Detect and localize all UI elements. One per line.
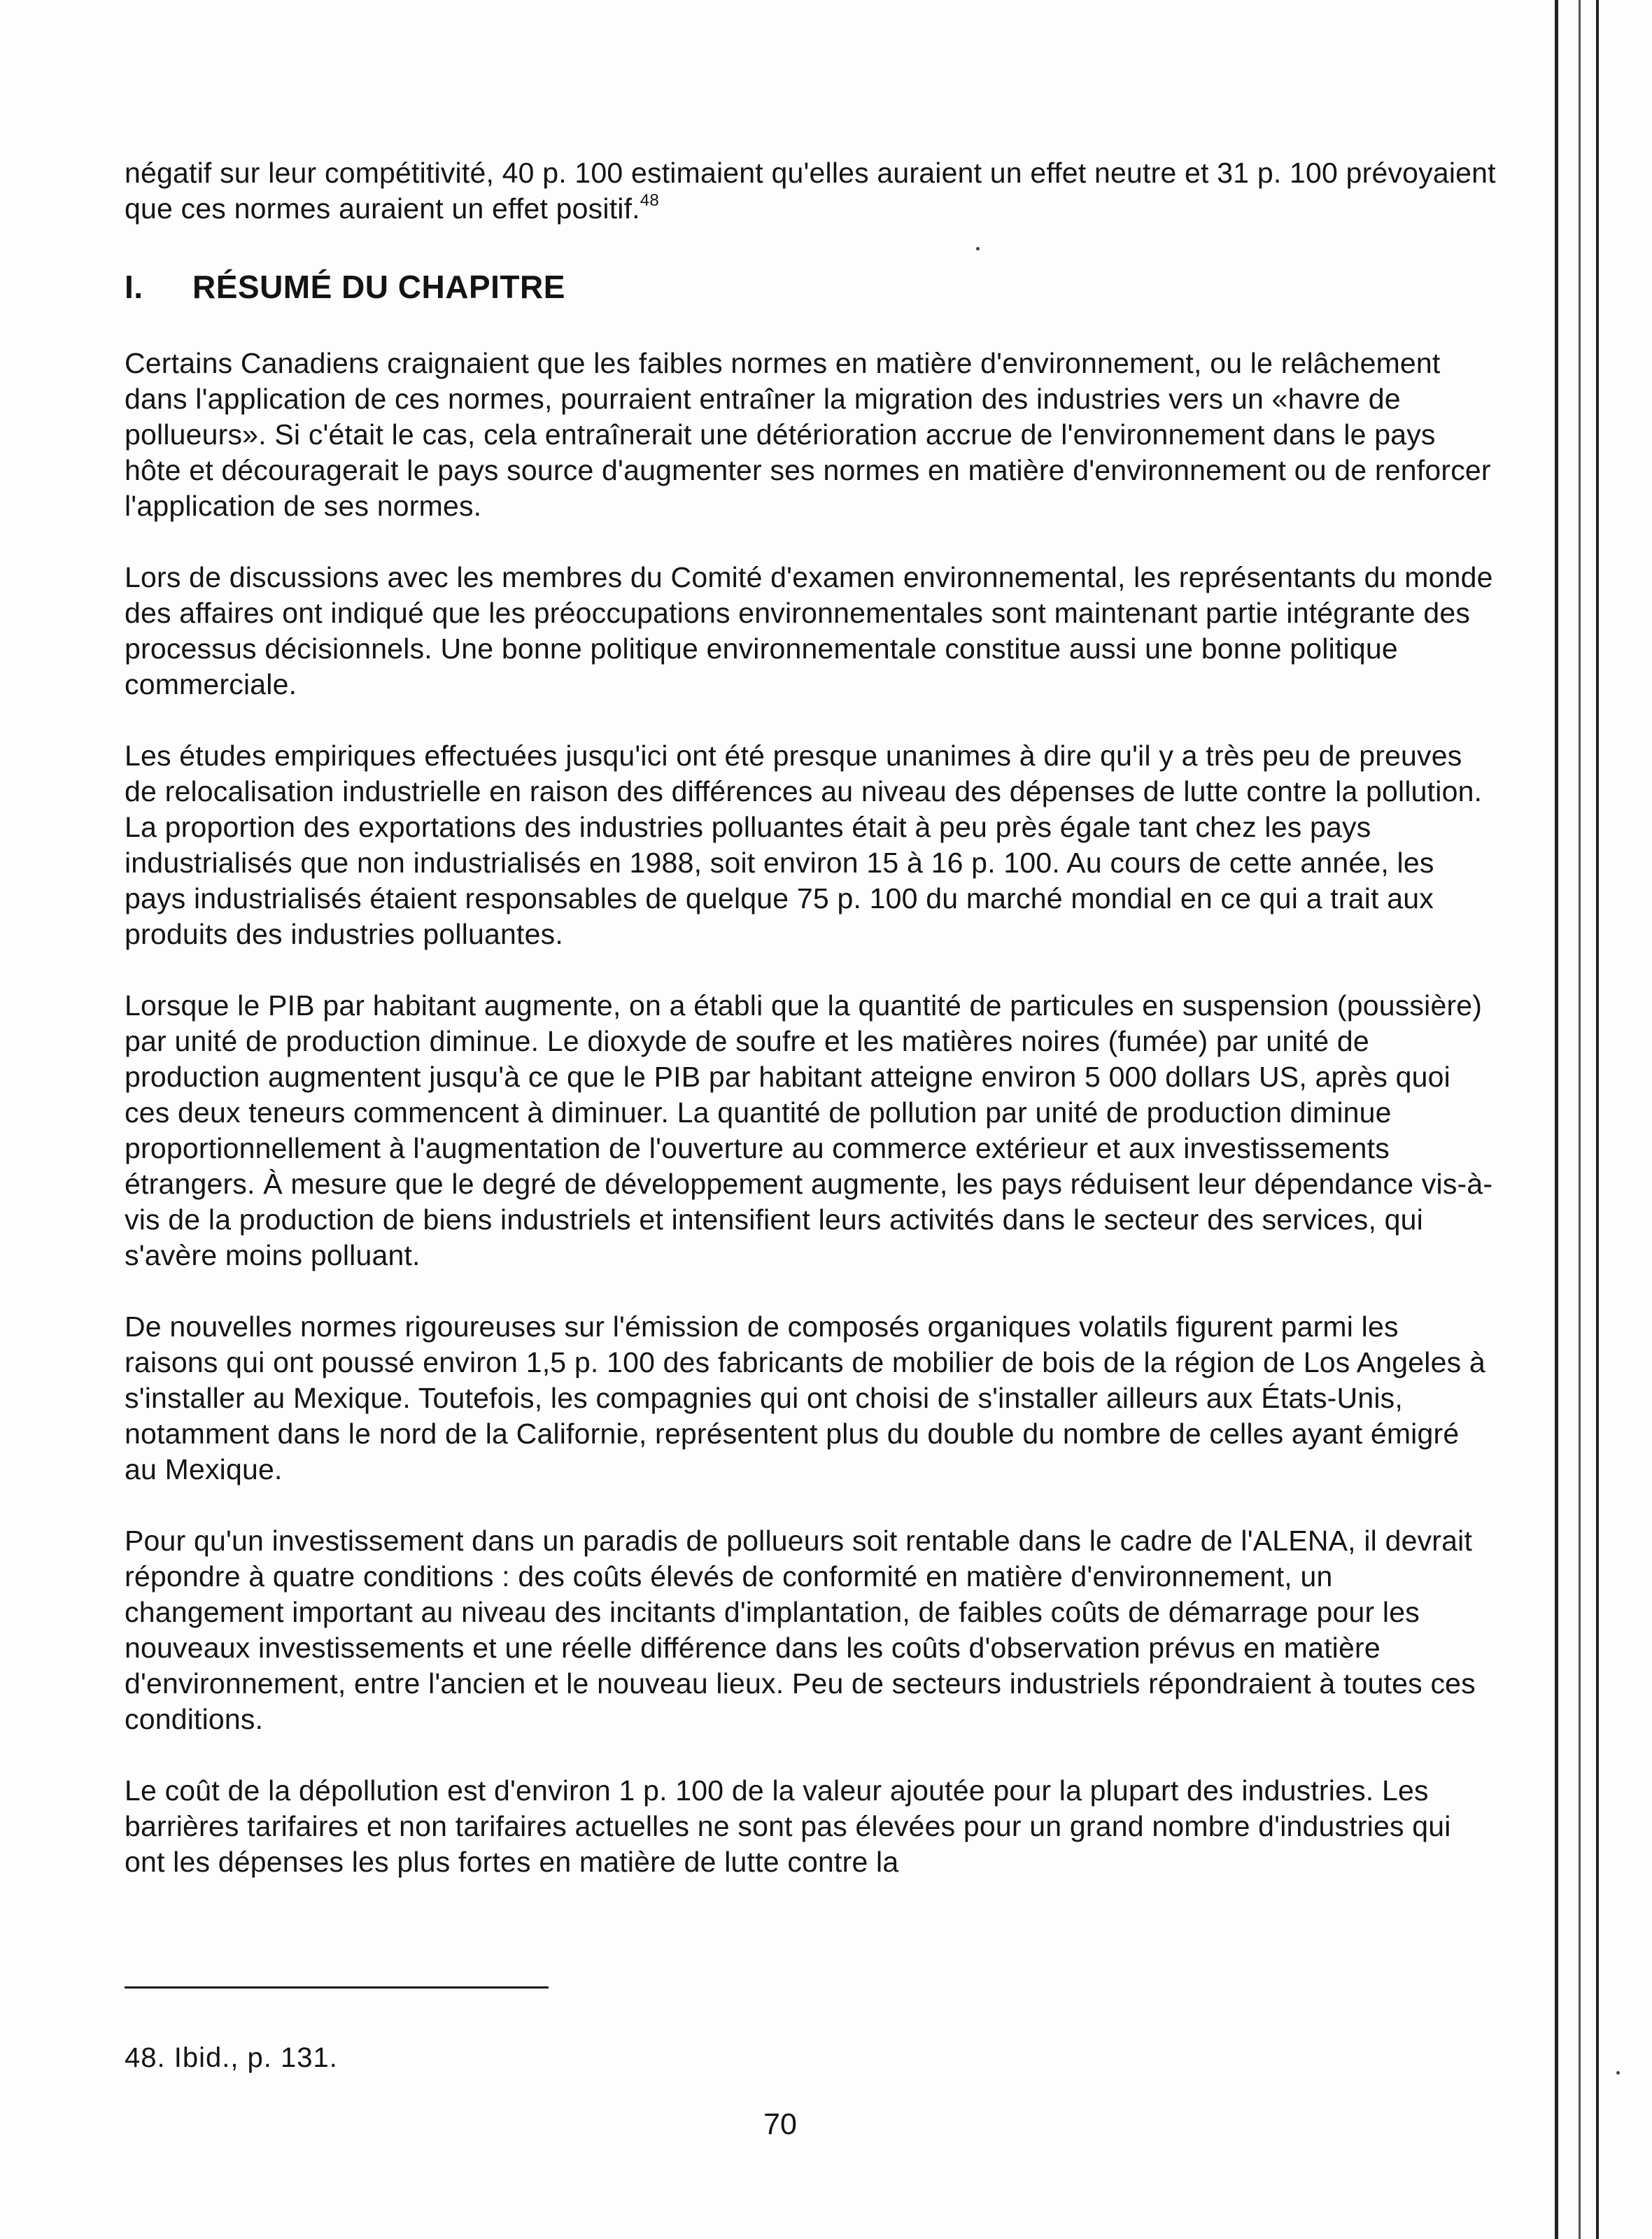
scan-edge-line xyxy=(1596,0,1599,2239)
paragraph-composes-organiques: De nouvelles normes rigoureuses sur l'émission de composés organiques volatils figurent parmi les raisons qui ont poussé environ 1,5 p. 100 des fabricants de mobilier de bois de la région de Los Angeles à s'installer au Mexique. Toutefois, les compagnies qui ont choisi de s'installer ailleurs aux États-Unis, notamment dans le nord de la Californie, représentent plus du double du nombre de celles ayant émigré au Mexique. xyxy=(125,1311,1485,1485)
page-number: 70 xyxy=(763,2107,797,2141)
paragraph-pib-habitant: Lorsque le PIB par habitant augmente, on a établi que la quantité de particules en suspension (poussière) par unité de production diminue. Le dioxyde de soufre et les matières noires (fumée) par unité de production augmentent jusqu'à ce que le PIB par habitant atteigne environ 5 000 dollars US, après quoi ces deux teneurs commencent à diminuer. La quantité de pollution par unité de production diminue proportionnellement à l'augmentation de l'ouverture au commerce extérieur et aux investissements étrangers. À mesure que le degré de développement augmente, les pays réduisent leur dépendance vis-à-vis de la production de biens industriels et intensifient leurs activités dans le secteur des services, qui s'avère moins polluant. xyxy=(125,989,1493,1271)
section-number: I. xyxy=(125,269,143,305)
paragraph-cout-depollution: Le coût de la dépollution est d'environ 1 p. 100 de la valeur ajoutée pour la plupart des industries. Les barrières tarifaires et non tarifaires actuelles ne sont pas élevées pour un grand nombre d'industries qui ont les dépenses les plus fortes en matière de lutte contre la xyxy=(125,1774,1451,1878)
section-heading xyxy=(125,267,1496,306)
intro-text: négatif sur leur compétitivité, 40 p. 100 estimaient qu'elles auraient un effet neutre et 31 p. 100 prévoyaient que ces normes auraient un effet positif. xyxy=(125,157,1496,225)
footnote-reference: 48 xyxy=(640,191,659,210)
paragraph-alena-conditions: Pour qu'un investissement dans un paradis de pollueurs soit rentable dans le cadre de l'ALENA, il devrait répondre à quatre conditions : des coûts élevés de conformité en matière d'environnement, un changement important au niveau des incitants d'implantation, de faibles coûts de démarrage pour les nouveaux investissements et une réelle différence dans les coûts d'observation prévus en matière d'environnement, entre l'ancien et le nouveau lieux. Peu de secteurs industriels répondraient à toutes ces conditions. xyxy=(125,1525,1476,1735)
paragraph-havre-pollueurs: Certains Canadiens craignaient que les faibles normes en matière d'environnement, ou le relâchement dans l'application de ces normes, pourraient entraîner la migration des industries vers un «havre de pollueurs». Si c'était le cas, cela entraînerait une détérioration accrue de l'environnement dans le pays hôte et découragerait le pays source d'augmenter ses normes en matière d'environnement ou de renforcer l'application de ses normes. xyxy=(125,347,1491,522)
footnote: 48. Ibid., p. 131. xyxy=(125,2042,338,2073)
section-title: RÉSUMÉ DU CHAPITRE xyxy=(192,269,565,305)
scan-edge-line xyxy=(1579,0,1581,2239)
paragraph-comite-examen: Lors de discussions avec les membres du Comité d'examen environnemental, les représentants du monde des affaires ont indiqué que les préoccupations environnementales sont maintenant partie intégrante des processus décisionnels. Une bonne politique environnementale constitue aussi une bonne politique commerciale. xyxy=(125,561,1493,700)
scan-edge-line xyxy=(1555,0,1558,2239)
body-text xyxy=(125,155,1496,1880)
paragraph-etudes-empiriques: Les études empiriques effectuées jusqu'ici ont été presque unanimes à dire qu'il y a très peu de preuves de relocalisation industrielle en raison des différences au niveau des dépenses de lutte contre la pollution. La proportion des exportations des industries polluantes était à peu près égale tant chez les pays industrialisés que non industrialisés en 1988, soit environ 15 à 16 p. 100. Au cours de cette année, les pays industrialisés étaient responsables de quelque 75 p. 100 du marché mondial en ce qui a trait aux produits des industries polluantes. xyxy=(125,740,1483,950)
intro-paragraph xyxy=(125,155,1496,227)
scan-speck xyxy=(1616,2071,1620,2075)
footnote-divider xyxy=(125,1986,549,1989)
